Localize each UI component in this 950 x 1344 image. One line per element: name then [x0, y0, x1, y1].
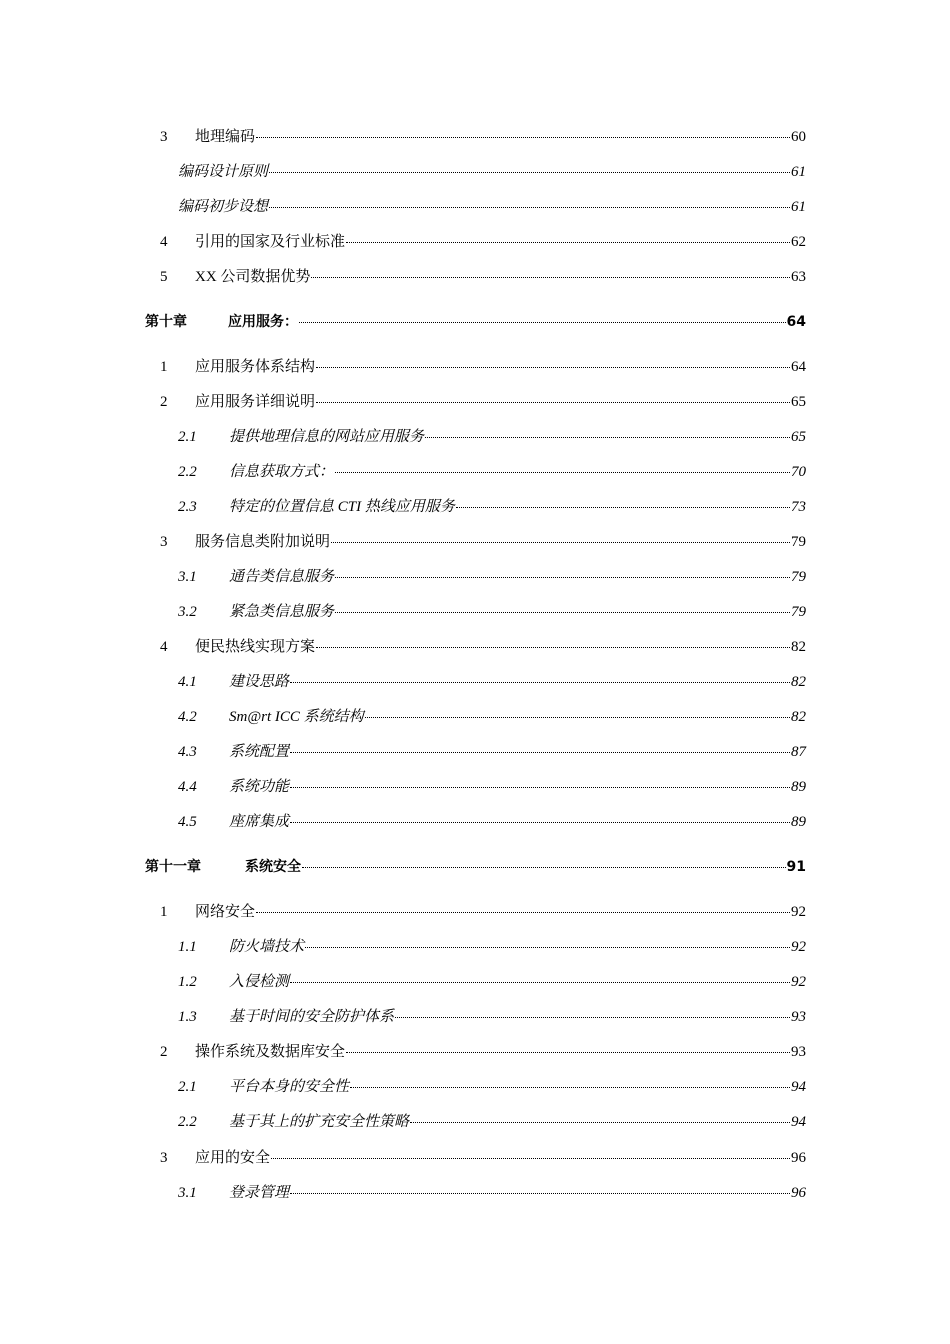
toc-number: 2.3	[178, 499, 197, 515]
toc-title: 建设思路	[229, 674, 290, 690]
toc-leader	[346, 242, 790, 243]
toc-leader	[299, 322, 786, 323]
toc-entry[interactable]	[178, 937, 806, 957]
toc-title: 系统功能	[229, 779, 290, 795]
toc-leader	[256, 912, 790, 913]
toc-leader	[290, 752, 790, 753]
toc-title: 登录管理	[229, 1185, 290, 1201]
toc-chapter-entry[interactable]	[145, 312, 806, 332]
toc-title: 操作系统及数据库安全	[195, 1044, 346, 1060]
toc-page: 70	[791, 464, 806, 480]
toc-number: 2.2	[178, 1114, 197, 1130]
toc-number: 4.5	[178, 814, 197, 830]
toc-leader	[302, 867, 786, 868]
toc-title: 应用服务体系结构	[195, 359, 316, 375]
toc-page: 93	[791, 1009, 806, 1025]
toc-entry[interactable]	[178, 1112, 806, 1132]
toc-title: 编码设计原则	[178, 164, 269, 180]
toc-title: 服务信息类附加说明	[195, 534, 331, 550]
toc-page: 73	[791, 499, 806, 515]
toc-leader	[335, 577, 790, 578]
toc-page: 82	[791, 674, 806, 690]
toc-number: 4	[160, 234, 168, 250]
toc-entry[interactable]	[178, 602, 806, 622]
toc-entry[interactable]	[160, 392, 806, 412]
toc-title: 平台本身的安全性	[229, 1079, 350, 1095]
toc-leader	[425, 437, 790, 438]
toc-entry[interactable]	[160, 127, 806, 147]
toc-number: 1	[160, 904, 168, 920]
toc-number: 1.2	[178, 974, 197, 990]
toc-leader	[290, 982, 790, 983]
toc-chapter-number: 第十一章	[145, 859, 201, 875]
toc-entry[interactable]	[178, 462, 806, 482]
toc-entry[interactable]	[160, 1042, 806, 1062]
toc-leader	[335, 472, 790, 473]
toc-title: 紧急类信息服务	[229, 604, 335, 620]
toc-page: 64	[786, 314, 806, 330]
toc-leader	[331, 542, 790, 543]
toc-leader	[335, 612, 790, 613]
toc-page: 82	[791, 709, 806, 725]
toc-title: 应用服务详细说明	[195, 394, 316, 410]
toc-title: 基于时间的安全防护体系	[229, 1009, 395, 1025]
toc-page: 96	[791, 1150, 806, 1166]
toc-number: 4.2	[178, 709, 197, 725]
toc-page: 92	[791, 974, 806, 990]
toc-page: 65	[791, 394, 806, 410]
toc-leader	[316, 647, 790, 648]
toc-page: 79	[791, 604, 806, 620]
toc-leader	[290, 787, 790, 788]
toc-entry[interactable]	[178, 497, 806, 517]
toc-entry[interactable]	[178, 812, 806, 832]
toc-leader	[290, 1193, 790, 1194]
toc-entry[interactable]	[160, 637, 806, 657]
toc-chapter-title: 应用服务：	[228, 314, 298, 330]
toc-number: 4.4	[178, 779, 197, 795]
toc-page: 93	[791, 1044, 806, 1060]
toc-number: 1	[160, 359, 168, 375]
toc-leader	[316, 402, 790, 403]
toc-title: 防火墙技术	[229, 939, 305, 955]
toc-entry[interactable]	[160, 532, 806, 552]
toc-number: 3	[160, 534, 168, 550]
toc-page: 82	[791, 639, 806, 655]
toc-leader	[271, 1158, 790, 1159]
toc-leader	[316, 367, 790, 368]
toc-entry[interactable]	[178, 777, 806, 797]
toc-leader	[410, 1122, 790, 1123]
toc-leader	[365, 717, 790, 718]
toc-entry[interactable]	[178, 162, 806, 182]
toc-title: 引用的国家及行业标准	[195, 234, 346, 250]
toc-page: 92	[791, 939, 806, 955]
toc-leader	[290, 822, 790, 823]
toc-page: 61	[791, 199, 806, 215]
toc-number: 1.3	[178, 1009, 197, 1025]
toc-entry[interactable]	[178, 672, 806, 692]
toc-title: 入侵检测	[229, 974, 290, 990]
toc-number: 3	[160, 1150, 168, 1166]
toc-entry[interactable]	[160, 267, 806, 287]
toc-number: 5	[160, 269, 168, 285]
toc-page: 96	[791, 1185, 806, 1201]
toc-number: 2.1	[178, 1079, 197, 1095]
toc-page: 63	[791, 269, 806, 285]
toc-leader	[290, 682, 790, 683]
toc-leader	[305, 947, 790, 948]
toc-page: 61	[791, 164, 806, 180]
toc-entry[interactable]	[178, 1007, 806, 1027]
toc-page: 94	[791, 1114, 806, 1130]
toc-number: 3.1	[178, 569, 197, 585]
toc-title: 便民热线实现方案	[195, 639, 316, 655]
toc-leader	[456, 507, 790, 508]
toc-page: 60	[791, 129, 806, 145]
toc-entry[interactable]	[160, 357, 806, 377]
toc-title: 提供地理信息的网站应用服务	[229, 429, 425, 445]
toc-page: 87	[791, 744, 806, 760]
toc-number: 2	[160, 1044, 168, 1060]
toc-number: 3.2	[178, 604, 197, 620]
toc-title: 地理编码	[195, 129, 256, 145]
toc-page: 79	[791, 534, 806, 550]
toc-number: 2.1	[178, 429, 197, 445]
toc-title: 系统配置	[229, 744, 290, 760]
toc-number: 3.1	[178, 1185, 197, 1201]
toc-page: 94	[791, 1079, 806, 1095]
toc-page: 91	[786, 859, 806, 875]
toc-title: 信息获取方式：	[229, 464, 335, 480]
toc-leader	[269, 207, 790, 208]
toc-entry[interactable]	[160, 232, 806, 252]
toc-number: 4.3	[178, 744, 197, 760]
toc-entry[interactable]	[178, 427, 806, 447]
toc-entry[interactable]	[178, 197, 806, 217]
toc-leader	[395, 1017, 790, 1018]
toc-page: 65	[791, 429, 806, 445]
toc-entry[interactable]	[178, 1183, 806, 1203]
toc-entry[interactable]	[178, 742, 806, 762]
toc-title: 编码初步设想	[178, 199, 269, 215]
toc-page: 92	[791, 904, 806, 920]
toc-page: 64	[791, 359, 806, 375]
toc-number: 2.2	[178, 464, 197, 480]
toc-entry[interactable]	[178, 707, 806, 727]
toc-leader	[350, 1087, 790, 1088]
toc-chapter-title: 系统安全	[245, 859, 301, 875]
toc-title: 应用的安全	[195, 1150, 271, 1166]
toc-number: 1.1	[178, 939, 197, 955]
toc-leader	[311, 277, 790, 278]
toc-number: 3	[160, 129, 168, 145]
toc-entry[interactable]	[178, 567, 806, 587]
toc-number: 4	[160, 639, 168, 655]
toc-number: 4.1	[178, 674, 197, 690]
toc-page: 79	[791, 569, 806, 585]
toc-number: 2	[160, 394, 168, 410]
toc-leader	[346, 1052, 790, 1053]
toc-entry[interactable]	[178, 972, 806, 992]
toc-chapter-number: 第十章	[145, 314, 187, 330]
toc-page: 89	[791, 814, 806, 830]
toc-title: Sm@rt ICC 系统结构	[229, 709, 364, 725]
toc-title: XX 公司数据优势	[195, 269, 311, 285]
toc-entry[interactable]	[160, 1148, 806, 1168]
toc-title: 网络安全	[195, 904, 256, 920]
toc-title: 座席集成	[229, 814, 290, 830]
toc-chapter-entry[interactable]	[145, 857, 806, 877]
toc-page: 89	[791, 779, 806, 795]
toc-leader	[256, 137, 790, 138]
toc-entry[interactable]	[178, 1077, 806, 1097]
toc-title: 特定的位置信息 CTI 热线应用服务	[229, 499, 455, 515]
toc-title: 基于其上的扩充安全性策略	[229, 1114, 410, 1130]
toc-entry[interactable]	[160, 902, 806, 922]
toc-leader	[269, 172, 790, 173]
toc-title: 通告类信息服务	[229, 569, 335, 585]
toc-page: 62	[791, 234, 806, 250]
